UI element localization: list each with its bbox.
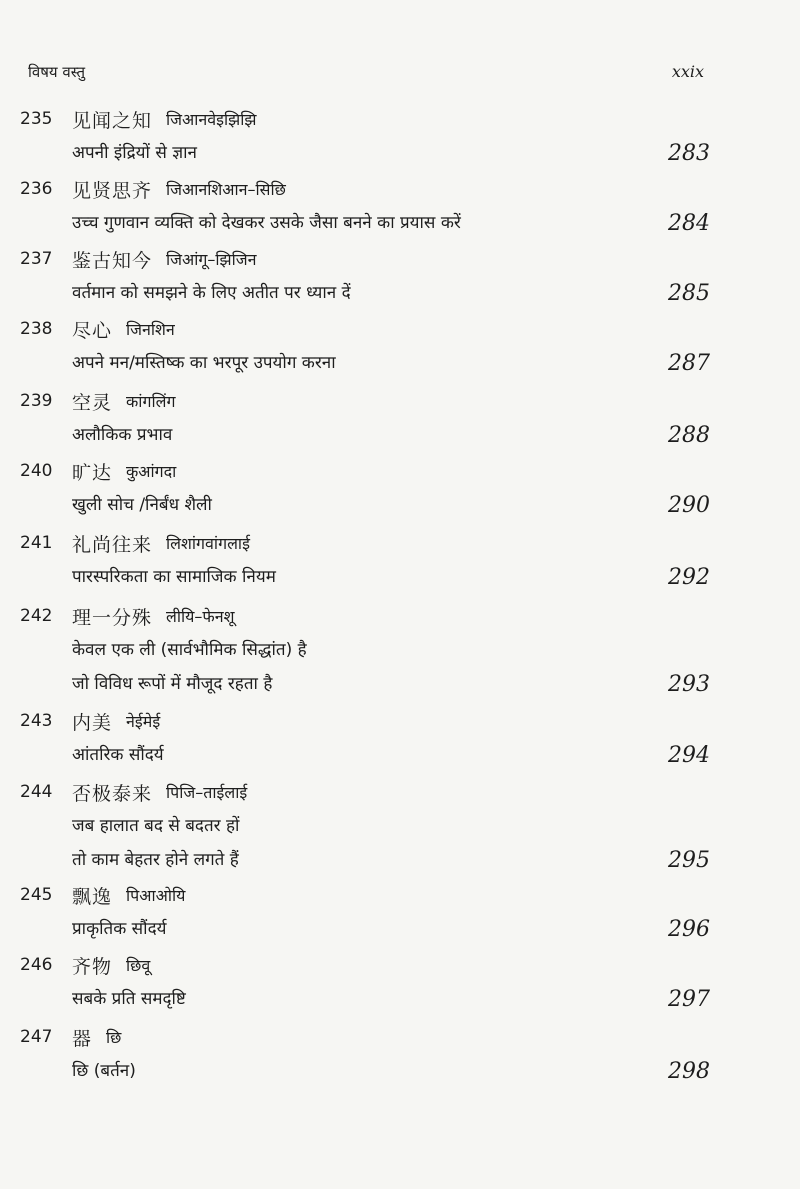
entry-description: खुली सोच /निर्बंध शैली bbox=[72, 494, 212, 515]
toc-entry-245 bbox=[20, 880, 710, 944]
entry-headline bbox=[20, 386, 710, 416]
toc-entry-238 bbox=[20, 314, 710, 378]
chinese-term: 尽心 bbox=[72, 319, 113, 342]
entry-number: 247 bbox=[20, 1027, 53, 1047]
page-number: 298 bbox=[668, 1059, 710, 1084]
entry-description: उच्च गुणवान व्यक्ति को देखकर उसके जैसा बनने का प्रयास करें bbox=[72, 212, 461, 233]
transliteration: लीयि–फेनशू bbox=[166, 607, 235, 626]
entry-headline bbox=[20, 777, 710, 807]
entry-headline bbox=[20, 174, 710, 204]
entry-number: 237 bbox=[20, 249, 53, 269]
transliteration: कांगलिंग bbox=[126, 392, 176, 411]
chinese-term: 器 bbox=[72, 1027, 93, 1050]
chinese-term: 空灵 bbox=[72, 391, 113, 414]
entry-description: जो विविध रूपों में मौजूद रहता है bbox=[72, 673, 273, 694]
transliteration: कुआंगदा bbox=[126, 462, 177, 481]
toc-entry-241 bbox=[20, 528, 710, 592]
running-header bbox=[28, 62, 704, 84]
page-number: 297 bbox=[668, 987, 710, 1012]
chinese-term: 鉴古知今 bbox=[72, 249, 153, 272]
entry-description: अपने मन/मस्तिष्क का भरपूर उपयोग करना bbox=[72, 352, 336, 373]
entry-number: 236 bbox=[20, 179, 53, 199]
entry-description: सबके प्रति समदृष्टि bbox=[72, 988, 186, 1009]
section-title: विषय वस्तु bbox=[28, 63, 86, 81]
chinese-term: 礼尚往来 bbox=[72, 533, 153, 556]
transliteration: पिजि–ताईलाई bbox=[166, 783, 248, 802]
transliteration: छि bbox=[106, 1028, 122, 1047]
page-number: 288 bbox=[668, 423, 710, 448]
entry-headline bbox=[20, 880, 710, 910]
entry-headline bbox=[20, 1022, 710, 1052]
entry-headline bbox=[20, 456, 710, 486]
toc-entry-240 bbox=[20, 456, 710, 520]
transliteration: जिआंगू–झिजिन bbox=[166, 250, 257, 269]
entry-headline bbox=[20, 104, 710, 134]
transliteration: जिनशिन bbox=[126, 320, 175, 339]
toc-entry-242 bbox=[20, 601, 710, 699]
chinese-term: 否极泰来 bbox=[72, 782, 153, 805]
page-number: 296 bbox=[668, 917, 710, 942]
page-number: 292 bbox=[668, 565, 710, 590]
page-number: 284 bbox=[668, 211, 710, 236]
toc-entry-236 bbox=[20, 174, 710, 238]
entry-description: जब हालात बद से बदतर हों bbox=[72, 815, 240, 836]
page-number: 287 bbox=[668, 351, 710, 376]
entry-number: 239 bbox=[20, 391, 53, 411]
toc-entry-239 bbox=[20, 386, 710, 450]
chinese-term: 见贤思齐 bbox=[72, 179, 153, 202]
entry-headline bbox=[20, 528, 710, 558]
page-folio: xxix bbox=[671, 62, 704, 81]
entry-number: 242 bbox=[20, 606, 53, 626]
entry-description: वर्तमान को समझने के लिए अतीत पर ध्यान दें bbox=[72, 282, 351, 303]
entry-headline bbox=[20, 244, 710, 274]
chinese-term: 理一分殊 bbox=[72, 606, 153, 629]
chinese-term: 齐物 bbox=[72, 955, 113, 978]
entry-description: पारस्परिकता का सामाजिक नियम bbox=[72, 566, 276, 587]
toc-entry-243 bbox=[20, 706, 710, 770]
entry-number: 245 bbox=[20, 885, 53, 905]
entry-headline bbox=[20, 601, 710, 631]
toc-entry-247 bbox=[20, 1022, 710, 1086]
page-number: 293 bbox=[668, 672, 710, 697]
page-number: 283 bbox=[668, 141, 710, 166]
toc-entry-235 bbox=[20, 104, 710, 168]
transliteration: जिआनशिआन–सिछि bbox=[166, 180, 286, 199]
transliteration: लिशांगवांगलाई bbox=[166, 534, 250, 553]
chinese-term: 旷达 bbox=[72, 461, 113, 484]
entry-number: 243 bbox=[20, 711, 53, 731]
entry-description: केवल एक ली (सार्वभौमिक सिद्धांत) है bbox=[72, 639, 307, 660]
entry-number: 235 bbox=[20, 109, 53, 129]
entry-number: 240 bbox=[20, 461, 53, 481]
entry-description: तो काम बेहतर होने लगते हैं bbox=[72, 849, 239, 870]
entry-description: अलौकिक प्रभाव bbox=[72, 424, 173, 445]
entry-headline bbox=[20, 950, 710, 980]
transliteration: जिआनवेइझिझि bbox=[166, 110, 257, 129]
entry-number: 244 bbox=[20, 782, 53, 802]
toc-entry-246 bbox=[20, 950, 710, 1014]
entry-number: 238 bbox=[20, 319, 53, 339]
entry-headline bbox=[20, 706, 710, 736]
transliteration: पिआओयि bbox=[126, 886, 186, 905]
entry-headline bbox=[20, 314, 710, 344]
entry-number: 246 bbox=[20, 955, 53, 975]
entry-number: 241 bbox=[20, 533, 53, 553]
toc-entry-244 bbox=[20, 777, 710, 875]
entry-description: आंतरिक सौंदर्य bbox=[72, 744, 164, 765]
chinese-term: 见闻之知 bbox=[72, 109, 153, 132]
page-number: 290 bbox=[668, 493, 710, 518]
page-number: 285 bbox=[668, 281, 710, 306]
page-number: 294 bbox=[668, 743, 710, 768]
entry-description: प्राकृतिक सौंदर्य bbox=[72, 918, 167, 939]
transliteration: नेईमेई bbox=[126, 712, 161, 731]
transliteration: छिवू bbox=[126, 956, 151, 975]
chinese-term: 内美 bbox=[72, 711, 113, 734]
toc-entry-237 bbox=[20, 244, 710, 308]
chinese-term: 飘逸 bbox=[72, 885, 113, 908]
entry-description: अपनी इंद्रियों से ज्ञान bbox=[72, 142, 197, 163]
entry-description: छि (बर्तन) bbox=[72, 1060, 136, 1081]
page-number: 295 bbox=[668, 848, 710, 873]
